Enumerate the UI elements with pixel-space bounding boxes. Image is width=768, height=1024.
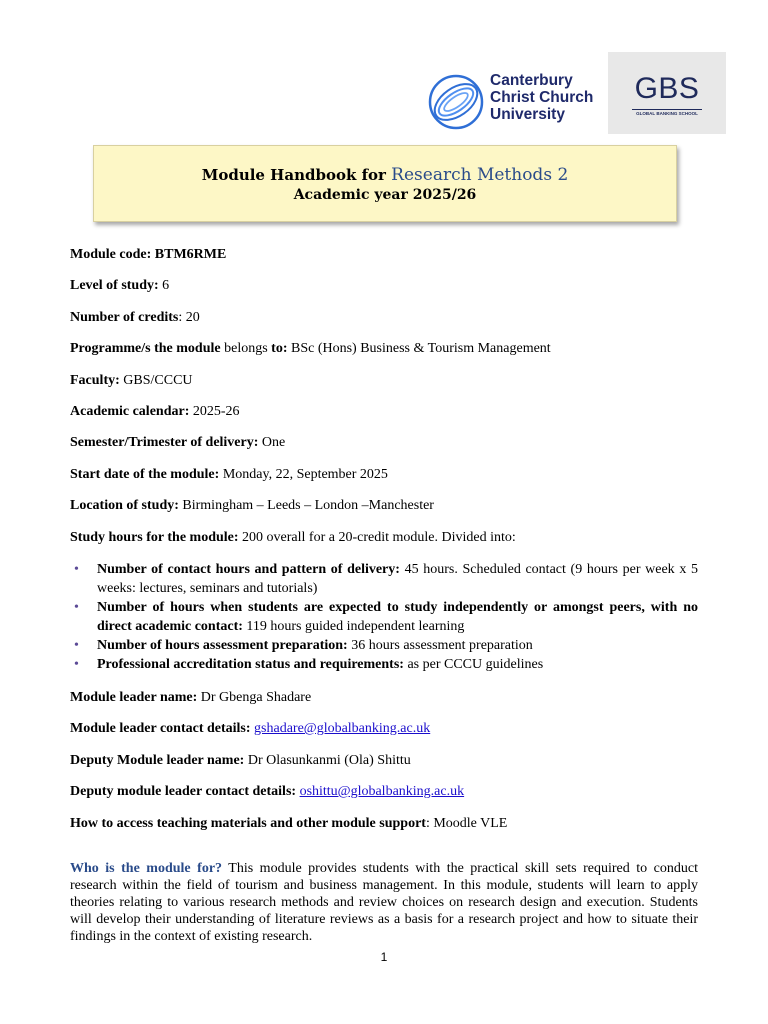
handbook-title-box	[93, 145, 677, 222]
list-item: • Professional accreditation status and requirements: as per CCCU guidelines	[70, 655, 698, 674]
gbs-logo	[608, 52, 726, 134]
field-module-code: Module code: BTM6RME	[70, 247, 227, 262]
gbs-logo-title: GBS	[634, 72, 700, 105]
list-item: • Number of hours assessment preparation: 36 hours assessment preparation	[70, 636, 698, 655]
field-study-hours: Study hours for the module: 200 overall for a 20-credit module. Divided into:	[70, 530, 516, 545]
gbs-logo-divider	[632, 109, 702, 110]
cccu-swirl-icon	[426, 72, 486, 132]
academic-year: Academic year 2025/26	[293, 187, 477, 203]
field-deputy-contact: Deputy module leader contact details: oshittu@globalbanking.ac.uk	[70, 784, 465, 799]
field-semester: Semester/Trimester of delivery: One	[70, 435, 286, 450]
handbook-title	[94, 165, 676, 185]
leader-email-link[interactable]: gshadare@globalbanking.ac.uk	[254, 721, 431, 736]
field-start-date: Start date of the module: Monday, 22, September 2025	[70, 467, 388, 482]
field-deputy-name: Deputy Module leader name: Dr Olasunkanmi (Ola) Shittu	[70, 753, 411, 768]
field-credits: Number of credits: 20	[70, 310, 200, 325]
who-text: This module provides students with the practical skill sets required to conduct research within the field of tourism and business management. In this module, students will learn to apply theories relating to various research methods and review choices on research design and execution. Students will develop their understanding of literature reviews as a basis for a research project and how to situate their findings in the context of existing research.	[70, 861, 698, 944]
who-heading: Who is the module for?	[70, 861, 223, 876]
field-faculty: Faculty: GBS/CCCU	[70, 373, 193, 388]
field-level: Level of study: 6	[70, 278, 170, 293]
cccu-line-2: Christ Church	[490, 89, 594, 106]
deputy-email-link[interactable]: oshittu@globalbanking.ac.uk	[299, 784, 465, 799]
gbs-logo-subtitle: GLOBAL BANKING SCHOOL	[636, 111, 698, 116]
page-number: 1	[380, 950, 388, 964]
cccu-line-1: Canterbury	[490, 72, 573, 89]
list-item: • Number of hours when students are expected to study independently or amongst peers, with no direct academic contact: 119 hours guided independent learning	[70, 598, 698, 636]
title-prefix: Module Handbook for	[201, 166, 392, 184]
field-location: Location of study: Birmingham – Leeds – London –Manchester	[70, 498, 434, 513]
field-leader-name: Module leader name: Dr Gbenga Shadare	[70, 690, 312, 705]
title-module-name: Research Methods 2	[391, 165, 569, 185]
header-logos	[420, 52, 726, 134]
cccu-line-3: University	[490, 106, 565, 123]
study-hours-list	[70, 560, 698, 674]
cccu-logo	[426, 72, 601, 132]
field-academic-calendar: Academic calendar: 2025-26	[70, 404, 240, 419]
field-programme: Programme/s the module belongs to: BSc (Hons) Business & Tourism Management	[70, 341, 551, 356]
who-is-module-for	[70, 860, 698, 945]
field-access: How to access teaching materials and other module support: Moodle VLE	[70, 816, 508, 831]
field-leader-contact: Module leader contact details: gshadare@globalbanking.ac.uk	[70, 721, 431, 736]
list-item: • Number of contact hours and pattern of delivery: 45 hours. Scheduled contact (9 hours per week x 5 weeks: lectures, seminars and tutorials)	[70, 560, 698, 598]
